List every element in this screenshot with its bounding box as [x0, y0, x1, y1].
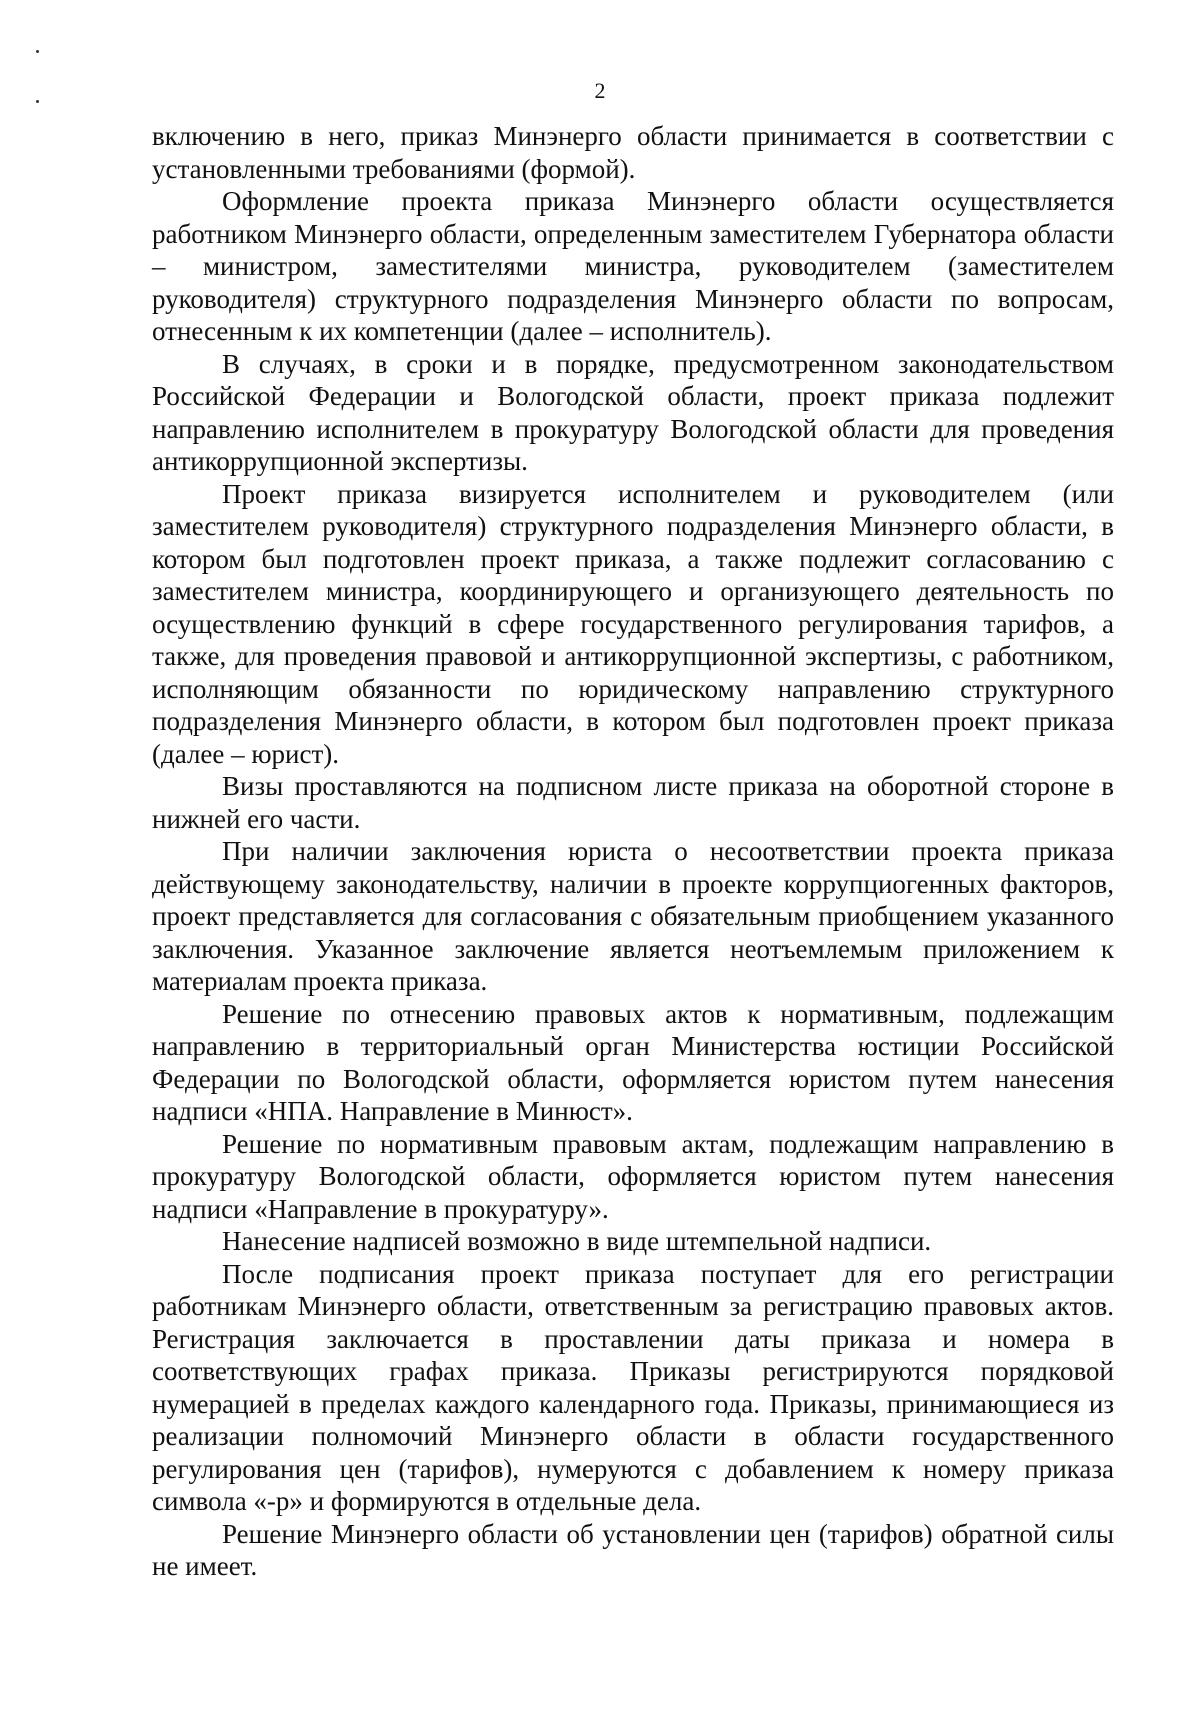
document-body: [152, 120, 1114, 1583]
paragraph-2: Оформление проекта приказа Минэнерго области осуществляется работником Минэнерго области, определенным заместителем Губернатора области – министром, заместителями министра, руководителем (заместителем руководителя) структурного подразделения Минэнерго области по вопросам, отнесенным к их компетенции (далее – исполнитель).: [152, 186, 1114, 346]
paragraph-4: Проект приказа визируется исполнителем и руководителем (или заместителем руководителя) структурного подразделения Минэнерго области, в котором был подготовлен проект приказа, а также подлежит согласованию с заместителем министра, координирующего и организующего деятельность по осуществлению функций в сфере государственного регулирования тарифов, а также, для проведения правовой и антикоррупционной экспертизы, с работником, исполняющим обязанности по юридическому направлению структурного подразделения Минэнерго области, в котором был подготовлен проект приказа (далее – юрист).: [152, 478, 1114, 769]
paragraph-1: включению в него, приказ Минэнерго области принимается в соответствии с установленными требованиями (формой).: [152, 121, 1114, 184]
paragraph-3: В случаях, в сроки и в порядке, предусмотренном законодательством Российской Федерации и Вологодской области, проект приказа подлежит направлению исполнителем в прокуратуру Вологодской области для проведения антикоррупционной экспертизы.: [152, 348, 1114, 476]
page-number: 2: [594, 78, 606, 103]
paragraph-11: Решение Минэнерго области об установлении цен (тарифов) обратной силы не имеет.: [152, 1518, 1114, 1581]
paragraph-7: Решение по отнесению правовых актов к нормативным, подлежащим направлению в территориальный орган Министерства юстиции Российской Федерации по Вологодской области, оформляется юристом путем нанесения надписи «НПА. Направление в Минюст».: [152, 998, 1114, 1126]
paragraph-8: Решение по нормативным правовым актам, подлежащим направлению в прокуратуру Вологодской области, оформляется юристом путем нанесения надписи «Направление в прокуратуру».: [152, 1128, 1114, 1224]
scan-speck: [36, 50, 39, 53]
paragraph-6: При наличии заключения юриста о несоответствии проекта приказа действующему законодательству, наличии в проекте коррупциогенных факторов, проект представляется для согласования с обязательным приобщением указанного заключения. Указанное заключение является неотъемлемым приложением к материалам проекта приказа.: [152, 836, 1114, 996]
paragraph-9: Нанесение надписей возможно в виде штемпельной надписи.: [222, 1226, 932, 1256]
paragraph-10: После подписания проект приказа поступает для его регистрации работникам Минэнерго области, ответственным за регистрацию правовых актов. Регистрация заключается в проставлении даты приказа и номера в соответствующих графах приказа. Приказы регистрируются порядковой нумерацией в пределах каждого календарного года. Приказы, принимающиеся из реализации полномочий Минэнерго области в области государственного регулирования цен (тарифов), нумеруются с добавлением к номеру приказа символа «-р» и формируются в отдельные дела.: [152, 1258, 1114, 1516]
paragraph-5: Визы проставляются на подписном листе приказа на оборотной стороне в нижней его части.: [152, 771, 1114, 834]
